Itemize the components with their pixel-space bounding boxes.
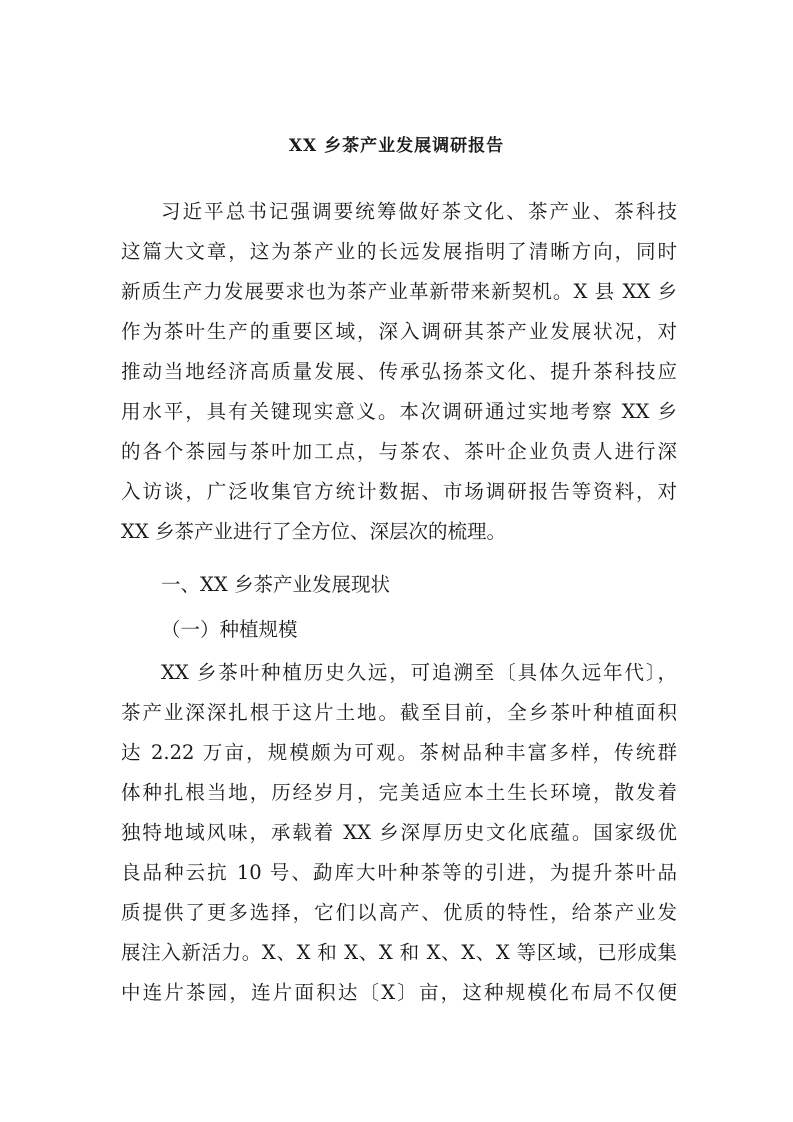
body-line-1: XX 乡茶叶种植历史久远，可追溯至〔具体久远年代〕， [161, 661, 677, 684]
intro-line-6: 用水平，具有关键现实意义。本次调研通过实地考察 XX 乡 [121, 400, 677, 423]
section-heading: 一、XX 乡茶产业发展现状 [161, 573, 390, 596]
intro-line-2: 这篇大文章，这为茶产业的长远发展指明了清晰方向，同时 [121, 240, 677, 263]
body-line-9: 中连片茶园，连片面积达〔X〕亩，这种规模化布局不仅便 [121, 981, 677, 1004]
body-line-8: 展注入新活力。X、X 和 X、X 和 X、X、X 等区域，已形成集 [121, 941, 677, 964]
body-line-2: 茶产业深深扎根于这片土地。截至目前，全乡茶叶种植面积 [121, 701, 677, 724]
subsection-heading: （一）种植规模 [161, 618, 298, 641]
body-line-6: 良品种云抗 10 号、勐库大叶种茶等的引进，为提升茶叶品 [121, 861, 677, 884]
intro-line-4: 作为茶叶生产的重要区域，深入调研其茶产业发展状况，对 [121, 320, 677, 343]
intro-line-3: 新质生产力发展要求也为茶产业革新带来新契机。X 县 XX 乡 [121, 280, 677, 303]
body-line-5: 独特地域风味，承载着 XX 乡深厚历史文化底蕴。国家级优 [121, 821, 677, 844]
intro-line-1: 习近平总书记强调要统筹做好茶文化、茶产业、茶科技 [161, 200, 677, 223]
intro-line-5: 推动当地经济高质量发展、传承弘扬茶文化、提升茶科技应 [121, 360, 677, 383]
body-line-3: 达 2.22 万亩，规模颇为可观。茶树品种丰富多样，传统群 [121, 741, 677, 764]
intro-line-7: 的各个茶园与茶叶加工点，与茶农、茶叶企业负责人进行深 [121, 440, 677, 463]
body-line-4: 体种扎根当地，历经岁月，完美适应本土生长环境，散发着 [121, 781, 677, 804]
intro-line-8: 入访谈，广泛收集官方统计数据、市场调研报告等资料，对 [121, 480, 677, 503]
intro-line-9: XX 乡茶产业进行了全方位、深层次的梳理。 [121, 520, 506, 543]
body-line-7: 质提供了更多选择，它们以高产、优质的特性，给茶产业发 [121, 901, 677, 924]
document-title: XX 乡茶产业发展调研报告 [288, 136, 505, 156]
